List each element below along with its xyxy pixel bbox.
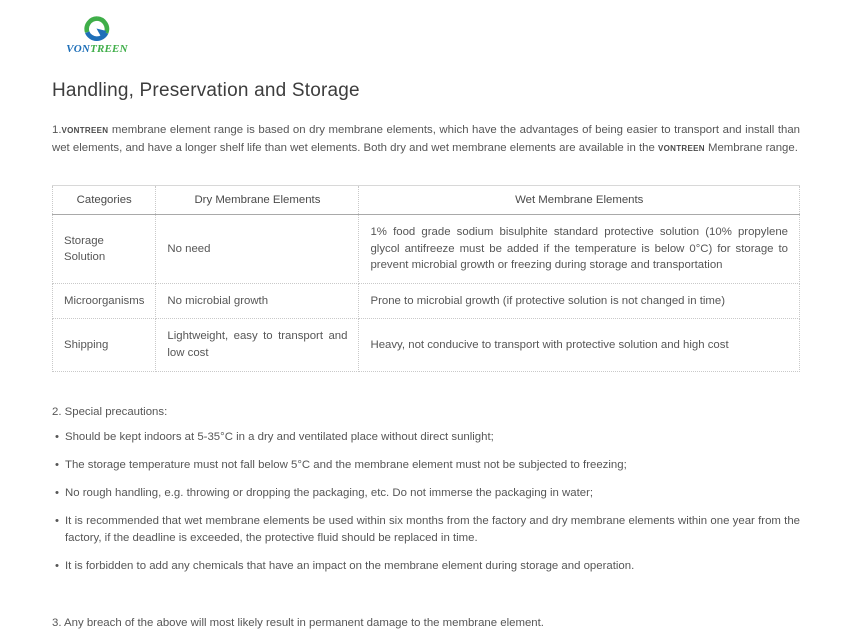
list-item — [52, 457, 800, 474]
table-row — [53, 215, 800, 284]
cell-dry: No microbial growth — [156, 283, 359, 319]
bullet-icon: • — [55, 458, 59, 471]
precaution-text: It is forbidden to add any chemicals that have an impact on the membrane element during storage and operation. — [65, 560, 635, 573]
list-item — [52, 513, 800, 547]
bullet-icon: • — [55, 430, 59, 443]
table-row — [53, 283, 800, 319]
intro-brand-1: VONTREEN — [61, 126, 109, 135]
cell-dry: Lightweight, easy to transport and low cost — [156, 319, 359, 371]
column-header-wet: Wet Membrane Elements — [359, 186, 800, 215]
cell-category: Microorganisms — [53, 283, 156, 319]
precautions-list — [52, 429, 800, 576]
cell-dry: No need — [156, 215, 359, 284]
intro-number: 1. — [52, 124, 62, 136]
cell-wet: Heavy, not conducive to transport with protective solution and high cost — [359, 319, 800, 371]
list-item — [52, 485, 800, 502]
cell-category: Shipping — [53, 319, 156, 371]
precaution-text: It is recommended that wet membrane elements be used within six months from the factory and dry membrane elements within one year from the factory, if the deadline is exceeded, the protective fluid should be replaced in time. — [65, 514, 800, 544]
precaution-text: The storage temperature must not fall below 5°C and the membrane element must not be subjected to freezing; — [65, 458, 627, 471]
damage-warning-note: 3. Any breach of the above will most likely result in permanent damage to the membrane element. — [52, 617, 544, 630]
table-header-row — [53, 186, 800, 215]
list-item — [52, 558, 800, 575]
column-header-dry: Dry Membrane Elements — [156, 186, 359, 215]
intro-paragraph — [52, 122, 800, 157]
bullet-icon: • — [55, 486, 59, 499]
intro-text-1: membrane element range is based on dry membrane elements, which have the advantages of being easier to transport and install than wet elements, and have a longer shelf life than wet elements. Both dry and wet membrane elements are available in the — [52, 124, 800, 154]
precaution-text: No rough handling, e.g. throwing or dropping the packaging, etc. Do not immerse the packaging in water; — [65, 486, 594, 499]
vontreen-swirl-icon — [84, 16, 110, 42]
wordmark-von: VON — [66, 43, 91, 55]
vontreen-wordmark — [66, 43, 128, 55]
vontreen-logo — [66, 16, 128, 55]
column-header-categories: Categories — [53, 186, 156, 215]
precaution-text: Should be kept indoors at 5-35°C in a dry and ventilated place without direct sunlight; — [65, 430, 494, 443]
membrane-comparison-table — [52, 185, 800, 371]
cell-wet: 1% food grade sodium bisulphite standard protective solution (10% propylene glycol antifreeze must be added if the temperature is below 0°C) for storage to prevent microbial growth or freezing during storage and transportation — [359, 215, 800, 284]
bullet-icon: • — [55, 560, 59, 573]
cell-category: Storage Solution — [53, 215, 156, 284]
precautions-heading: 2. Special precautions: — [52, 405, 168, 418]
table-row — [53, 319, 800, 371]
wordmark-treen: TREEN — [90, 43, 128, 55]
bullet-icon: • — [55, 514, 59, 527]
page-title: Handling, Preservation and Storage — [52, 80, 360, 101]
list-item — [52, 429, 800, 446]
cell-wet: Prone to microbial growth (if protective solution is not changed in time) — [359, 283, 800, 319]
intro-text-2: Membrane range. — [704, 141, 798, 154]
intro-brand-2: VONTREEN — [657, 143, 705, 153]
